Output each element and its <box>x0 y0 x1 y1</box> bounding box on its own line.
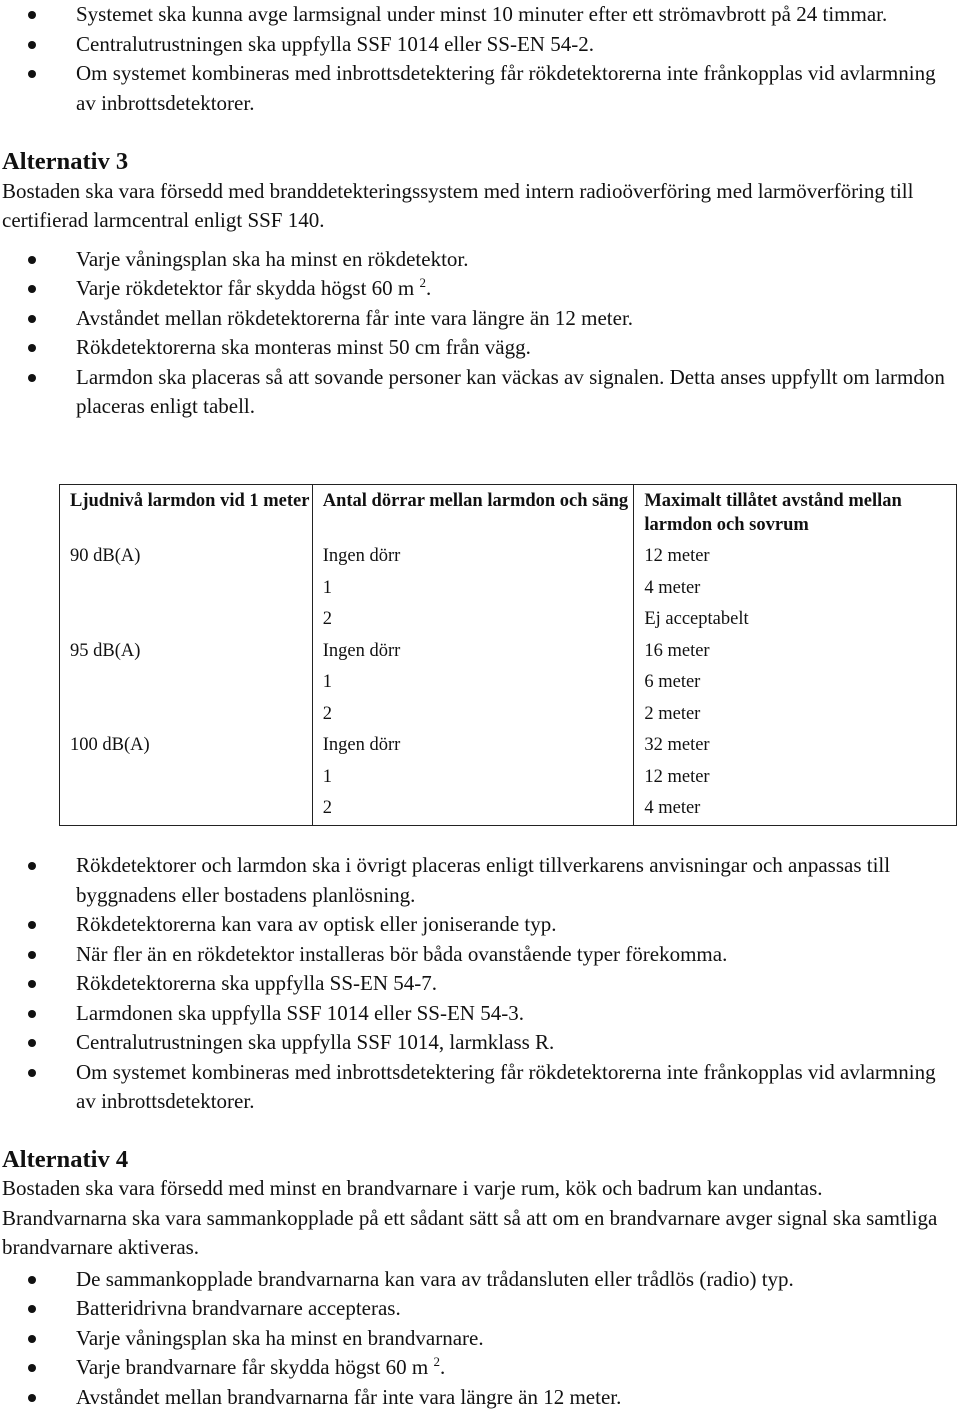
table-cell: 2 meter <box>634 699 957 731</box>
table-cell <box>60 604 313 636</box>
list-item: Om systemet kombineras med inbrottsdetektering får rökdetektorerna inte frånkopplas vid avlarmning av inbrottsdetektorer. <box>0 1058 960 1117</box>
document-page <box>0 0 960 422</box>
list-item <box>0 274 960 304</box>
table-cell: 16 meter <box>634 636 957 668</box>
table-row <box>60 604 957 636</box>
column-header: Maximalt tillåtet avstånd mellan larmdon och sovrum <box>634 485 957 542</box>
column-header: Ljudnivå larmdon vid 1 meter <box>60 485 313 542</box>
table-header-row <box>60 485 957 542</box>
table-cell: 1 <box>312 762 634 794</box>
table-row <box>60 730 957 762</box>
table-cell: 95 dB(A) <box>60 636 313 668</box>
table-cell: 1 <box>312 573 634 605</box>
top-bullet-list <box>0 0 960 118</box>
list-item: Rökdetektorer och larmdon ska i övrigt placeras enligt tillverkarens anvisningar och anpassas till byggnadens eller bostadens planlösning. <box>0 851 960 910</box>
table-cell: 1 <box>312 667 634 699</box>
list-item: Larmdonen ska uppfylla SSF 1014 eller SS-EN 54-3. <box>0 999 960 1029</box>
table-cell <box>60 667 313 699</box>
list-item <box>0 1353 960 1383</box>
list-item-text: Varje rökdetektor får skydda högst 60 m <box>76 276 415 300</box>
table-cell: 2 <box>312 699 634 731</box>
column-header: Antal dörrar mellan larmdon och säng <box>312 485 634 542</box>
list-item: Rökdetektorerna ska monteras minst 50 cm från vägg. <box>0 333 960 363</box>
list-item: Centralutrustningen ska uppfylla SSF 1014 eller SS-EN 54-2. <box>0 30 960 60</box>
table-cell: 2 <box>312 793 634 825</box>
table-cell: 4 meter <box>634 793 957 825</box>
document-page-lower <box>0 851 960 1412</box>
placement-table <box>59 484 957 826</box>
list-item: Rökdetektorerna ska uppfylla SS-EN 54-7. <box>0 969 960 999</box>
alt4-heading: Alternativ 4 <box>2 1145 129 1173</box>
list-item: Systemet ska kunna avge larmsignal under minst 10 minuter efter ett strömavbrott på 24 timmar. <box>0 0 960 30</box>
list-item: När fler än en rökdetektor installeras bör båda ovanstående typer förekomma. <box>0 940 960 970</box>
table-row <box>60 667 957 699</box>
alt4-bullet-list <box>0 1265 960 1413</box>
table-cell <box>60 762 313 794</box>
alt4-intro: Bostaden ska vara försedd med minst en brandvarnare i varje rum, kök och badrum kan undantas. Brandvarnarna ska vara sammankopplade på ett sådant sätt så att om en brandvarnare avger signal ska samtliga brandvarnare aktiveras. <box>2 1176 938 1259</box>
table-cell: Ej acceptabelt <box>634 604 957 636</box>
alt3-intro: Bostaden ska vara försedd med branddetekteringssystem med intern radioöverföring med larmöverföring till certifierad larmcentral enligt SSF 140. <box>2 178 914 232</box>
table-row <box>60 573 957 605</box>
table-cell: Ingen dörr <box>312 541 634 573</box>
table-cell: 12 meter <box>634 541 957 573</box>
list-item: De sammankopplade brandvarnarna kan vara av trådansluten eller trådlös (radio) typ. <box>0 1265 960 1295</box>
list-item: Avståndet mellan rökdetektorerna får inte vara längre än 12 meter. <box>0 304 960 334</box>
alt3-bullet-list-a <box>0 245 960 422</box>
list-item: Varje våningsplan ska ha minst en rökdetektor. <box>0 245 960 275</box>
table-cell: 2 <box>312 604 634 636</box>
table-cell: Ingen dörr <box>312 730 634 762</box>
list-item: Rökdetektorerna kan vara av optisk eller joniserande typ. <box>0 910 960 940</box>
table-cell <box>60 573 313 605</box>
table-row <box>60 541 957 573</box>
table-cell: 100 dB(A) <box>60 730 313 762</box>
list-item: Batteridrivna brandvarnare accepteras. <box>0 1294 960 1324</box>
table-cell: 32 meter <box>634 730 957 762</box>
table-row <box>60 636 957 668</box>
table-row <box>60 699 957 731</box>
alt3-bullet-list-b <box>0 851 960 1117</box>
table-row <box>60 762 957 794</box>
table-cell: Ingen dörr <box>312 636 634 668</box>
superscript: 2 <box>433 1354 440 1369</box>
list-item: Om systemet kombineras med inbrottsdetektering får rökdetektorerna inte frånkopplas vid avlarmning av inbrottsdetektorer. <box>0 59 960 118</box>
superscript: 2 <box>419 275 426 290</box>
list-item: Varje våningsplan ska ha minst en brandvarnare. <box>0 1324 960 1354</box>
list-item-text: Varje brandvarnare får skydda högst 60 m <box>76 1355 429 1379</box>
table-cell: 90 dB(A) <box>60 541 313 573</box>
alt3-heading: Alternativ 3 <box>2 148 129 175</box>
list-item-suffix: . <box>426 276 432 300</box>
table-cell: 6 meter <box>634 667 957 699</box>
table-cell <box>60 793 313 825</box>
table-cell <box>60 699 313 731</box>
table-cell: 12 meter <box>634 762 957 794</box>
list-item: Centralutrustningen ska uppfylla SSF 1014, larmklass R. <box>0 1028 960 1058</box>
list-item: Larmdon ska placeras så att sovande personer kan väckas av signalen. Detta anses uppfyllt om larmdon placeras enligt tabell. <box>0 363 960 422</box>
list-item-suffix: . <box>439 1355 446 1379</box>
table-row <box>60 793 957 825</box>
table-cell: 4 meter <box>634 573 957 605</box>
list-item: Avståndet mellan brandvarnarna får inte vara längre än 12 meter. <box>0 1383 960 1413</box>
